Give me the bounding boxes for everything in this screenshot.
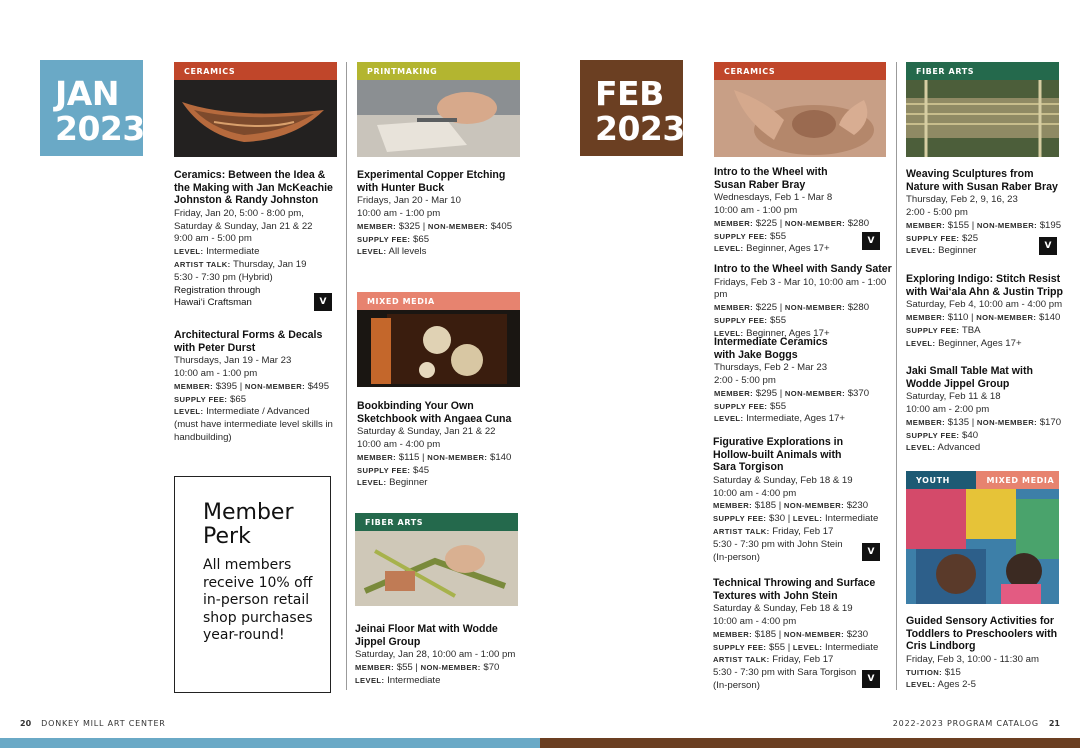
non-member-price: $495 — [307, 380, 330, 392]
registration-note: Hawai‘i Craftsman — [174, 297, 252, 309]
level-label: LEVEL: — [906, 246, 936, 256]
member-price: $110 — [947, 311, 969, 323]
class-entry: Exploring Indigo: Stitch Resist with Wai‘ala Ahn & Justin Tripp Saturday, Feb 4, 10:00 am - 4:00 pm MEMBER: $110 | NON-MEMBER: $140 SUPPLY FEE: TBA LEVEL: Beginner, Ages 17+ — [906, 273, 1071, 350]
non-member-price: $140 — [489, 451, 512, 463]
non-member-price: $170 — [1039, 416, 1062, 428]
supply-fee: $55 — [770, 230, 787, 242]
class-entry: Intermediate Ceramics with Jake Boggs Thursdays, Feb 2 - Mar 23 2:00 - 5:00 pm MEMBER: $295 | NON-MEMBER: $370 SUPPLY FEE: $55 LEVEL: Intermediate, Ages 17+ — [714, 336, 886, 426]
artist-talk-label: ARTIST TALK: — [713, 655, 770, 665]
supply-fee: $30 — [769, 513, 786, 525]
column-divider — [896, 62, 897, 690]
class-time: 10:00 am - 1:00 pm — [714, 204, 798, 216]
class-time: 9:00 am - 5:00 pm — [174, 233, 252, 245]
level-label: LEVEL: — [714, 244, 744, 254]
level-label: LEVEL: — [357, 478, 387, 488]
class-entry: Intro to the Wheel with Sandy Sater Fridays, Feb 3 - Mar 10, 10:00 am - 1:00 pm MEMBER: $225 | NON-MEMBER: $280 SUPPLY FEE: $55 LEVEL: Beginner, Ages 17+ — [714, 263, 892, 339]
category-tag: MIXED MEDIA — [976, 471, 1059, 489]
level-label: LEVEL: — [174, 247, 204, 257]
member-perk-box — [174, 476, 331, 693]
class-card-fiber-arts-jan — [355, 513, 518, 606]
class-title: Guided Sensory Activities for Toddlers to Preschoolers with Cris Lindborg — [906, 615, 1058, 653]
non-member-label: NON-MEMBER: — [784, 303, 846, 313]
class-dates: Fridays, Jan 20 - Mar 10 — [357, 195, 461, 207]
category-tag: MIXED MEDIA — [357, 292, 520, 310]
talk-time: 5:30 - 7:30 pm with Sara Torgison — [713, 667, 857, 679]
non-member-price: $230 — [846, 500, 869, 512]
category-tag: CERAMICS — [174, 62, 337, 80]
level-label: LEVEL: — [714, 414, 744, 424]
class-level: Intermediate / Advanced — [206, 406, 310, 418]
class-card-ceramics-jan — [174, 62, 337, 157]
footer-catalog: 2022-2023 PROGRAM CATALOG — [892, 719, 1039, 728]
supply-fee-label: SUPPLY FEE: — [906, 233, 960, 243]
member-label: MEMBER: — [174, 381, 214, 391]
class-dates: Thursdays, Jan 19 - Mar 23 — [174, 355, 292, 367]
expand-button[interactable]: V — [862, 232, 880, 250]
member-price: $185 — [754, 500, 777, 512]
member-label: MEMBER: — [713, 629, 753, 639]
class-time: 10:00 am - 1:00 pm — [357, 207, 441, 219]
class-level: Intermediate — [387, 674, 441, 686]
class-card-youth-mixed-media — [906, 471, 1059, 604]
footer-org: DONKEY MILL ART CENTER — [41, 719, 166, 728]
class-note: (must have intermediate level skills in handbuilding) — [174, 419, 333, 443]
talk-time: 5:30 - 7:30 pm with John Stein — [713, 538, 843, 550]
non-member-price: $280 — [847, 217, 870, 229]
class-dates: Saturday & Sunday, Feb 18 & 19 — [713, 474, 853, 486]
member-label: MEMBER: — [906, 220, 946, 230]
class-title: Bookbinding Your Own Sketchbook with Angaea Cuna — [357, 400, 512, 425]
perk-body: All members receive 10% off in-person retail shop purchases year-round! — [203, 557, 313, 643]
supply-fee-label: SUPPLY FEE: — [357, 234, 411, 244]
member-price: $295 — [755, 387, 778, 399]
class-entry: Jaki Small Table Mat with Wodde Jippel Group Saturday, Feb 11 & 18 10:00 am - 2:00 pm MEMBER: $135 | NON-MEMBER: $170 SUPPLY FEE: $40 LEVEL: Advanced — [906, 365, 1071, 455]
class-dates: Saturday, Jan 28, 10:00 am - 1:00 pm — [355, 649, 516, 661]
member-price: $135 — [947, 416, 970, 428]
class-time: 10:00 am - 4:00 pm — [713, 487, 797, 499]
level-label: LEVEL: — [906, 680, 936, 690]
supply-fee: $65 — [413, 233, 430, 245]
supply-fee-label: SUPPLY FEE: — [906, 325, 960, 335]
level-label: LEVEL: — [357, 247, 387, 257]
class-entry: Weaving Sculptures from Nature with Susan Raber Bray Thursday, Feb 2, 9, 16, 23 2:00 - 5:00 pm MEMBER: $155 | NON-MEMBER: $195 SUPPLY FEE: $25 LEVEL: Beginner — [906, 168, 1066, 258]
class-dates: Wednesdays, Feb 1 - Mar 8 — [714, 192, 833, 204]
member-label: MEMBER: — [714, 388, 754, 398]
class-dates: Saturday, Feb 11 & 18 — [906, 391, 1001, 403]
class-dates: Saturday & Sunday, Jan 21 & 22 — [357, 426, 496, 438]
supply-fee: $65 — [230, 393, 247, 405]
supply-fee-label: SUPPLY FEE: — [713, 514, 767, 524]
non-member-price: $140 — [1038, 311, 1061, 323]
class-card-mixed-media — [357, 292, 520, 387]
member-label: MEMBER: — [906, 417, 946, 427]
class-level: Beginner, Ages 17+ — [746, 327, 830, 339]
class-entry: Technical Throwing and Surface Textures with John Stein Saturday & Sunday, Feb 18 & 19 10:00 am - 4:00 pm MEMBER: $185 | NON-MEMBER: $230 SUPPLY FEE: $55 | LEVEL: Intermediate ARTIST TALK: Friday, Feb 17 5:30 - 7:30 pm with Sara Torgison (In-person) — [713, 577, 889, 693]
level-label: LEVEL: — [355, 675, 385, 685]
class-level: Intermediate — [206, 246, 260, 258]
artist-talk: Friday, Feb 17 — [772, 654, 834, 666]
expand-button[interactable]: V — [862, 670, 880, 688]
non-member-price: $405 — [490, 220, 513, 232]
class-dates: Friday, Feb 3, 10:00 - 11:30 am — [906, 653, 1039, 665]
class-level: Intermediate — [824, 513, 879, 525]
class-level: All levels — [388, 246, 427, 258]
non-member-label: NON-MEMBER: — [976, 417, 1038, 427]
class-dates: Thursdays, Feb 2 - Mar 23 — [714, 362, 828, 374]
class-level: Intermediate, Ages 17+ — [746, 413, 846, 425]
class-title: Weaving Sculptures from Nature with Susan Raber Bray — [906, 168, 1058, 193]
member-price: $325 — [398, 220, 421, 232]
supply-fee-label: SUPPLY FEE: — [714, 231, 768, 241]
month-name: FEB — [595, 74, 664, 113]
class-photo — [357, 80, 520, 157]
tuition: $15 — [944, 666, 961, 678]
month-year: 2023 — [595, 109, 685, 148]
member-price: $115 — [398, 451, 420, 463]
class-title: Exploring Indigo: Stitch Resist with Wai‘ala Ahn & Justin Tripp — [906, 273, 1063, 298]
class-card-fiber-arts-feb — [906, 62, 1059, 157]
class-level: Advanced — [937, 442, 981, 454]
category-tag: FIBER ARTS — [906, 62, 1059, 80]
non-member-label: NON-MEMBER: — [783, 629, 845, 639]
level-label: LEVEL: — [906, 443, 936, 453]
category-tag: FIBER ARTS — [355, 513, 518, 531]
supply-fee: $25 — [962, 232, 979, 244]
artist-talk: Thursday, Jan 19 — [233, 258, 307, 270]
footer-right — [893, 719, 1060, 728]
class-time: 10:00 am - 1:00 pm — [174, 367, 258, 379]
member-label: MEMBER: — [357, 452, 397, 462]
class-time: 10:00 am - 4:00 pm — [713, 615, 797, 627]
member-price: $155 — [947, 219, 970, 231]
class-time: 10:00 am - 4:00 pm — [357, 438, 441, 450]
non-member-label: NON-MEMBER: — [783, 501, 845, 511]
class-entry — [906, 615, 1071, 692]
class-dates: Friday, Jan 20, 5:00 - 8:00 pm, — [174, 207, 304, 219]
supply-fee-label: SUPPLY FEE: — [357, 465, 411, 475]
class-entry — [174, 169, 339, 310]
tuition-label: TUITION: — [906, 667, 943, 677]
class-level: Beginner, Ages 17+ — [746, 243, 830, 255]
class-level: Beginner — [938, 245, 977, 257]
non-member-label: NON-MEMBER: — [244, 381, 306, 391]
non-member-price: $195 — [1039, 219, 1062, 231]
level-label: LEVEL: — [714, 328, 744, 338]
supply-fee-label: SUPPLY FEE: — [174, 394, 228, 404]
class-time: 10:00 am - 2:00 pm — [906, 403, 990, 415]
month-year: 2023 — [55, 109, 145, 148]
class-card-printmaking — [357, 62, 520, 157]
month-block-feb — [580, 60, 683, 156]
class-photo — [355, 531, 518, 606]
page-number: 21 — [1048, 719, 1060, 728]
category-tag: PRINTMAKING — [357, 62, 520, 80]
non-member-label: NON-MEMBER: — [976, 312, 1037, 322]
non-member-label: NON-MEMBER: — [784, 388, 846, 398]
footer-left — [20, 719, 166, 728]
member-label: MEMBER: — [355, 662, 395, 672]
class-title: Jaki Small Table Mat with Wodde Jippel Group — [906, 365, 1033, 390]
class-photo — [906, 80, 1059, 157]
class-photo — [174, 80, 337, 157]
supply-fee: $45 — [413, 464, 430, 476]
class-photo — [906, 489, 1059, 604]
footer-bar-left — [0, 738, 540, 748]
class-dates: Saturday & Sunday, Jan 21 & 22 — [174, 220, 313, 232]
member-price: $225 — [755, 302, 778, 314]
supply-fee: $55 — [769, 641, 786, 653]
talk-mode: (In-person) — [713, 679, 760, 691]
expand-button[interactable]: V — [1039, 237, 1057, 255]
level-label: LEVEL: — [792, 514, 823, 524]
class-photo — [357, 310, 520, 387]
class-entry: Jeinai Floor Mat with Wodde Jippel Group Saturday, Jan 28, 10:00 am - 1:00 pm MEMBER: $55 | NON-MEMBER: $70 LEVEL: Intermediate — [355, 623, 525, 688]
supply-fee: $55 — [770, 314, 787, 326]
class-title: Jeinai Floor Mat with Wodde Jippel Group — [355, 623, 498, 648]
member-price: $55 — [396, 661, 413, 673]
class-title: Intro to the Wheel with Sandy Sater — [714, 263, 892, 275]
class-photo — [714, 80, 886, 157]
class-entry: Experimental Copper Etching with Hunter Buck Fridays, Jan 20 - Mar 10 10:00 am - 1:00 pm MEMBER: $325 | NON-MEMBER: $405 SUPPLY FEE: $65 LEVEL: All levels — [357, 169, 522, 259]
class-time: 2:00 - 5:00 pm — [714, 374, 776, 386]
supply-fee-label: SUPPLY FEE: — [906, 430, 960, 440]
class-title: Intermediate Ceramics with Jake Boggs — [714, 336, 828, 361]
registration-note: Registration through — [174, 284, 261, 296]
non-member-label: NON-MEMBER: — [427, 221, 489, 231]
class-dates: Fridays, Feb 3 - Mar 10, 10:00 am - 1:00 pm — [714, 276, 887, 301]
member-label: MEMBER: — [714, 303, 754, 313]
talk-mode: (In-person) — [713, 551, 760, 563]
non-member-price: $280 — [847, 302, 870, 314]
class-title: Intro to the Wheel with Susan Raber Bray — [714, 166, 828, 191]
supply-fee-label: SUPPLY FEE: — [713, 642, 767, 652]
member-price: $225 — [755, 217, 778, 229]
non-member-label: NON-MEMBER: — [976, 220, 1038, 230]
category-tag: YOUTH — [906, 471, 976, 489]
level-label: LEVEL: — [792, 642, 823, 652]
level-label: LEVEL: — [906, 338, 936, 348]
class-level: Beginner, Ages 17+ — [938, 337, 1022, 349]
supply-fee-label: SUPPLY FEE: — [714, 401, 768, 411]
non-member-price: $230 — [846, 628, 869, 640]
class-entry: Architectural Forms & Decals with Peter Durst Thursdays, Jan 19 - Mar 23 10:00 am - 1:00 pm MEMBER: $395 | NON-MEMBER: $495 SUPPLY FEE: $65 LEVEL: Intermediate / Advanced (must have intermediate level skills in handbuilding) — [174, 329, 339, 445]
month-block-jan — [40, 60, 143, 156]
category-tag: CERAMICS — [714, 62, 886, 80]
class-dates: Saturday, Feb 4, 10:00 am - 4:00 pm — [906, 299, 1063, 311]
member-label: MEMBER: — [713, 501, 753, 511]
member-label: MEMBER: — [357, 221, 397, 231]
non-member-label: NON-MEMBER: — [427, 452, 488, 462]
member-price: $395 — [215, 380, 238, 392]
supply-fee: $40 — [962, 429, 979, 441]
non-member-label: NON-MEMBER: — [784, 218, 846, 228]
class-title: Architectural Forms & Decals with Peter Durst — [174, 329, 323, 354]
artist-talk: Friday, Feb 17 — [772, 525, 834, 537]
member-label: MEMBER: — [906, 312, 946, 322]
artist-talk-label: ARTIST TALK: — [174, 259, 231, 269]
perk-title: Member Perk — [203, 500, 294, 549]
class-dates: Thursday, Feb 2, 9, 16, 23 — [906, 194, 1018, 206]
footer-bar-right — [540, 738, 1080, 748]
class-card-ceramics-feb — [714, 62, 886, 157]
class-title: Figurative Explorations in Hollow-built Animals with Sara Torgison — [713, 436, 844, 474]
page-number: 20 — [20, 719, 32, 728]
class-entry: Intro to the Wheel with Susan Raber Bray Wednesdays, Feb 1 - Mar 8 10:00 am - 1:00 pm MEMBER: $225 | NON-MEMBER: $280 SUPPLY FEE: $55 LEVEL: Beginner, Ages 17+ — [714, 166, 886, 256]
class-title: Ceramics: Between the Idea & the Making with Jan McKeachie Johnston & Randy Johnston — [174, 169, 333, 207]
class-entry: Figurative Explorations in Hollow-built Animals with Sara Torgison Saturday & Sunday, Feb 18 & 19 10:00 am - 4:00 pm MEMBER: $185 | NON-MEMBER: $230 SUPPLY FEE: $30 | LEVEL: Intermediate ARTIST TALK: Friday, Feb 17 5:30 - 7:30 pm with John Stein (In-person) — [713, 436, 885, 564]
expand-button[interactable]: V — [862, 543, 880, 561]
column-divider — [346, 62, 347, 690]
class-title: Experimental Copper Etching with Hunter Buck — [357, 169, 506, 194]
class-dates: Saturday & Sunday, Feb 18 & 19 — [713, 603, 853, 615]
class-level: Beginner — [389, 477, 428, 489]
supply-fee-label: SUPPLY FEE: — [714, 315, 768, 325]
talk-time: 5:30 - 7:30 pm (Hybrid) — [174, 271, 273, 283]
class-title: Technical Throwing and Surface Textures with John Stein — [713, 577, 876, 602]
class-entry: Bookbinding Your Own Sketchbook with Angaea Cuna Saturday & Sunday, Jan 21 & 22 10:00 am - 4:00 pm MEMBER: $115 | NON-MEMBER: $140 SUPPLY FEE: $45 LEVEL: Beginner — [357, 400, 522, 490]
class-level: Intermediate — [824, 641, 879, 653]
class-time: 2:00 - 5:00 pm — [906, 206, 968, 218]
supply-fee: TBA — [961, 324, 981, 336]
non-member-price: $70 — [483, 661, 500, 673]
member-price: $185 — [754, 628, 777, 640]
member-label: MEMBER: — [714, 218, 754, 228]
artist-talk-label: ARTIST TALK: — [713, 526, 770, 536]
expand-button[interactable]: V — [314, 293, 332, 311]
class-level: Ages 2-5 — [937, 679, 976, 691]
non-member-price: $370 — [847, 387, 870, 399]
non-member-label: NON-MEMBER: — [420, 662, 481, 672]
level-label: LEVEL: — [174, 407, 204, 417]
month-name: JAN — [55, 74, 119, 113]
supply-fee: $55 — [770, 400, 787, 412]
